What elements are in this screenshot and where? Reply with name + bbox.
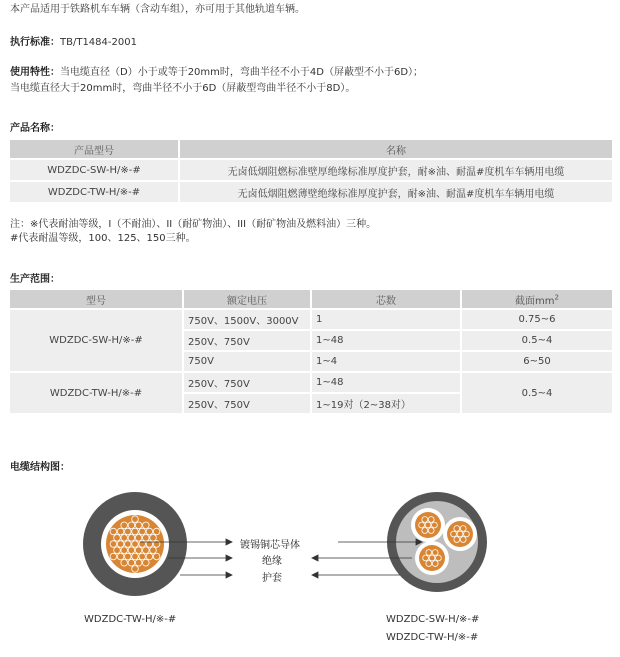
usage-label: 使用特性： — [10, 67, 60, 78]
conductor-strand — [125, 553, 132, 560]
conductor-strand — [422, 528, 428, 534]
table-header-row — [10, 290, 612, 308]
conductor-strand — [432, 522, 438, 528]
conductor-strand — [153, 553, 160, 560]
conductor-strand — [121, 535, 128, 542]
usage-line-2: 当电缆直径大于20mm时，弯曲半径不小于6D（屏蔽型弯曲半径不小于8D）。 — [10, 83, 356, 94]
conductor-strand — [128, 547, 135, 554]
conductor-strand — [128, 535, 135, 542]
conductor-strand — [121, 547, 128, 554]
label-insulation: 绝缘 — [262, 556, 282, 567]
header-model: 型号 — [10, 290, 182, 308]
conductor-strand — [143, 547, 150, 554]
area-cell: 0.5~4 — [462, 373, 612, 413]
conductor-strand — [132, 541, 139, 548]
area-cell: 0.75~6 — [462, 310, 612, 329]
arrow-head-icon — [312, 572, 318, 578]
conductor-strand — [146, 528, 153, 535]
intro-text: 本产品适用于铁路机车车辆（含动车组），亦可用于其他轨道车辆。 — [10, 4, 305, 15]
conductor-strand — [429, 555, 435, 561]
conductor-strand — [139, 528, 146, 535]
standard-value: TB/T1484-2001 — [60, 37, 137, 48]
conductor-strand — [117, 528, 124, 535]
conductor-strand — [125, 528, 132, 535]
label-sheath: 护套 — [262, 573, 282, 584]
insulated-core — [443, 517, 477, 551]
model-cell: WDZDC-SW-H/※-# — [10, 160, 178, 180]
cores-cell: 1~19对（2~38对） — [312, 394, 460, 413]
header-area — [462, 290, 612, 308]
conductor-strand — [150, 547, 157, 554]
conductor-strand — [451, 531, 457, 537]
area-cell: 0.5~4 — [462, 331, 612, 350]
name-cell: 无卤低烟阻燃薄壁绝缘标准厚度护套，耐※油、耐温#度机车车辆用电缆 — [180, 182, 612, 202]
conductor-strand — [150, 535, 157, 542]
conductor-strand — [125, 541, 132, 548]
model-cell: WDZDC-SW-H/※-# — [10, 310, 182, 371]
right-cable-model-2: WDZDC-TW-H/※-# — [386, 632, 479, 643]
header-area-text: 截面mm — [515, 295, 555, 307]
table-header-row — [10, 140, 612, 158]
label-conductor: 镀锡铜芯导体 — [240, 540, 300, 551]
conductor-strand — [128, 559, 135, 566]
note-line-2: #代表耐温等级，100、125、150三种。 — [10, 233, 196, 244]
table-row — [10, 182, 612, 202]
conductor-strand — [117, 553, 124, 560]
insulated-core — [415, 541, 449, 575]
table-row — [10, 373, 612, 392]
voltage-cell: 250V、750V — [184, 394, 310, 413]
voltage-cell: 250V、750V — [184, 373, 310, 392]
structure-heading: 电缆结构图： — [10, 462, 70, 473]
arrow-head-icon — [226, 555, 232, 561]
product-names-heading: 产品名称： — [10, 123, 60, 134]
model-cell: WDZDC-TW-H/※-# — [10, 182, 178, 202]
product-names-table — [8, 138, 614, 204]
cores-cell: 1 — [312, 310, 460, 329]
voltage-cell: 750V、1500V、3000V — [184, 310, 310, 329]
area-cell: 6~50 — [462, 352, 612, 371]
conductor-strand — [428, 528, 434, 534]
conductor-strand — [110, 528, 117, 535]
conductor-strand — [460, 537, 466, 543]
conductor-strand — [132, 553, 139, 560]
conductor-strand — [422, 517, 428, 523]
conductor-strand — [121, 559, 128, 566]
header-model: 产品型号 — [10, 140, 178, 158]
conductor-strand — [457, 531, 463, 537]
conductor-strand — [128, 522, 135, 529]
conductor-strand — [114, 535, 121, 542]
conductor-strand — [426, 550, 432, 556]
header-name: 名称 — [180, 140, 612, 158]
conductor-strand — [135, 522, 142, 529]
conductor-strand — [121, 522, 128, 529]
arrow-head-icon — [226, 539, 232, 545]
conductor-strand — [110, 553, 117, 560]
conductor-strand — [419, 522, 425, 528]
cores-cell: 1~48 — [312, 373, 460, 392]
conductor-strand — [143, 559, 150, 566]
conductor-strand — [423, 555, 429, 561]
cores-cell: 1~48 — [312, 331, 460, 350]
conductor-strand — [432, 561, 438, 567]
conductor-strand — [454, 537, 460, 543]
conductor-strand — [114, 547, 121, 554]
left-cable-icon — [83, 492, 187, 596]
conductor-strand — [425, 522, 431, 528]
arrow-head-icon — [226, 572, 232, 578]
conductor-strand — [117, 541, 124, 548]
conductor-strand — [153, 528, 160, 535]
conductor-strand — [460, 526, 466, 532]
conductor-strand — [139, 553, 146, 560]
usage-text-1: 当电缆直径（D）小于或等于20mm时，弯曲半径不小于4D（屏蔽型不小于6D）； — [60, 67, 424, 78]
conductor-strand — [135, 535, 142, 542]
header-voltage: 额定电压 — [184, 290, 310, 308]
right-cable-model-1: WDZDC-SW-H/※-# — [386, 614, 480, 625]
usage-line-1 — [10, 66, 423, 80]
conductor-strand — [432, 550, 438, 556]
voltage-cell: 750V — [184, 352, 310, 371]
voltage-cell: 250V、750V — [184, 331, 310, 350]
conductor-strand — [135, 559, 142, 566]
cores-cell: 1~4 — [312, 352, 460, 371]
cable-structure-diagram — [0, 480, 620, 620]
range-table — [8, 288, 614, 415]
range-heading: 生产范围： — [10, 274, 60, 285]
conductor-strand — [146, 553, 153, 560]
conductor-strand — [436, 555, 442, 561]
conductor-strand — [454, 526, 460, 532]
conductor-strand — [135, 547, 142, 554]
conductor-strand — [464, 531, 470, 537]
table-row — [10, 310, 612, 329]
insulated-core — [411, 508, 445, 542]
conductor-strand — [110, 541, 117, 548]
note-line-1: 注：※代表耐油等级，I（不耐油）、II（耐矿物油）、III（耐矿物油及燃料油）三种。 — [10, 219, 377, 230]
conductor-strand — [132, 516, 139, 523]
header-area-sup: 2 — [554, 293, 559, 302]
conductor-strand — [143, 535, 150, 542]
standard-label: 执行标准： — [10, 37, 60, 48]
header-cores: 芯数 — [312, 290, 460, 308]
model-cell: WDZDC-TW-H/※-# — [10, 373, 182, 413]
standard-line — [10, 36, 137, 50]
conductor-strand — [428, 517, 434, 523]
conductor-strand — [143, 522, 150, 529]
conductor-strand — [132, 566, 139, 573]
arrow-head-icon — [312, 555, 318, 561]
table-row — [10, 160, 612, 180]
conductor-strand — [132, 528, 139, 535]
name-cell: 无卤低烟阻燃标准壁厚绝缘标准厚度护套，耐※油、耐温#度机车车辆用电缆 — [180, 160, 612, 180]
conductor-strand — [426, 561, 432, 567]
left-cable-model: WDZDC-TW-H/※-# — [84, 614, 177, 625]
